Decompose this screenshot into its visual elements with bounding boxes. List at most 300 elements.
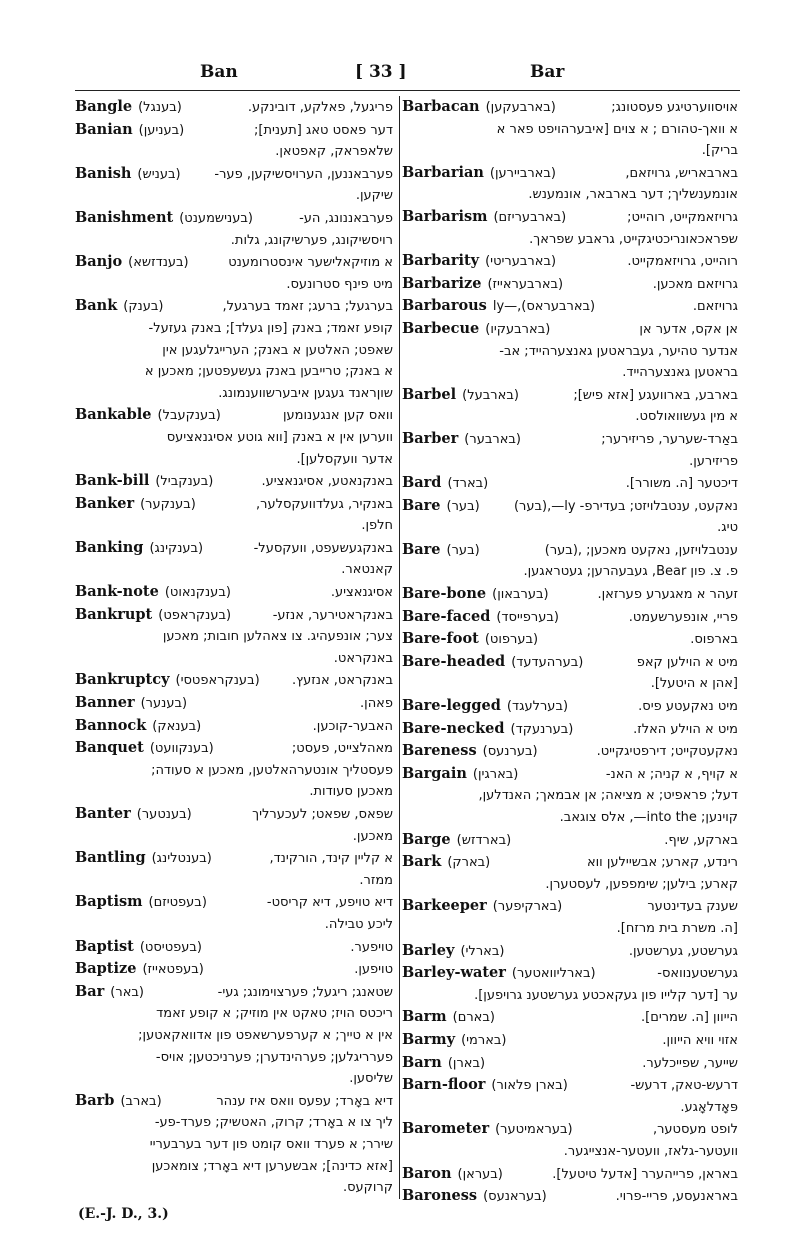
- headword: Banquet: [75, 739, 144, 757]
- pronunciation: (בערהעדעד): [511, 654, 584, 670]
- entry-first-line: [402, 829, 738, 852]
- pronunciation: (בעראנעס): [483, 1189, 547, 1205]
- headword: Bankrupt: [75, 605, 153, 623]
- entry-first-line: [402, 962, 738, 985]
- dictionary-entry: [402, 206, 738, 250]
- definition-line: פערריגלען; פערהינדערן; פערניכטען; אויס-: [155, 1049, 393, 1065]
- dictionary-entry: [402, 1052, 738, 1075]
- definition-line: א מוזיקאלישער אינסטרומענט: [228, 255, 393, 271]
- entry-head: [402, 273, 563, 296]
- definition-line: רוהייט, גרויזאמקייט.: [627, 254, 738, 270]
- definition-line: [ה. משרת בית מרזח].: [616, 920, 738, 936]
- headword: Barn-floor: [402, 1076, 486, 1094]
- definition-line: א קויף, א קניה; א האנ-: [605, 766, 738, 782]
- definition-line: א מין געשוואולסט.: [635, 409, 738, 425]
- header-first-word: Ban: [200, 62, 238, 82]
- definition-line: באנקראט.: [333, 650, 393, 666]
- definition-line: מאכען סעודות.: [309, 784, 393, 800]
- headword: Bareness: [402, 742, 477, 760]
- headword: Baptism: [75, 893, 143, 911]
- definition-line: נאקעט, ענטבלויזט; בעדירפ- ly—,(בער): [513, 498, 738, 514]
- pronunciation: (בענישמענט): [179, 210, 253, 226]
- pronunciation: (בעפטיסט): [139, 939, 202, 955]
- entry-first-line: [402, 740, 738, 763]
- definition-line: מיט א הוילע האלז.: [633, 721, 738, 737]
- headword: Bank-bill: [75, 472, 150, 490]
- entry-head: [75, 404, 221, 427]
- headword: Barm: [402, 1008, 447, 1026]
- dictionary-entry: [75, 119, 393, 163]
- entry-first-line: [75, 981, 393, 1004]
- definition-line: אין א טייך; א קערפערשאפט פון אדוואקאטען;: [138, 1027, 393, 1043]
- pronunciation: (בער): [446, 542, 480, 558]
- definition-line: שירר; א פערד וואס קומט פון דער בערבעריי: [149, 1136, 393, 1152]
- pronunciation: (בארם): [452, 1010, 495, 1026]
- entry-first-line: [75, 163, 393, 186]
- dictionary-entry: [75, 847, 393, 891]
- definition-line: אדער וועקסלען].: [296, 451, 393, 467]
- entry-head: [402, 940, 504, 963]
- headword: Barley-water: [402, 964, 506, 982]
- entry-head: [75, 119, 184, 142]
- entry-first-line: [75, 847, 393, 870]
- dictionary-entry: [402, 895, 738, 939]
- entry-head: [75, 493, 196, 516]
- pronunciation: (בארמי): [461, 1032, 507, 1048]
- entry-head: [402, 651, 583, 674]
- dictionary-entry: [75, 295, 393, 404]
- definition-line: מיט נאקעטע פיס.: [638, 699, 738, 715]
- definition-line: צער; אונפעהיג. צו צאהלען חובות; מאכען: [162, 629, 393, 645]
- entry-first-line: [75, 404, 393, 427]
- pronunciation: (בארבעראס),—ly: [492, 299, 596, 315]
- dictionary-entry: [402, 162, 738, 206]
- pronunciation: (בעניען): [138, 122, 185, 138]
- entry-head: [402, 318, 550, 341]
- entry-head: [402, 384, 519, 407]
- entry-head: [402, 162, 556, 185]
- entry-first-line: [75, 891, 393, 914]
- entry-first-line: [402, 539, 738, 562]
- entry-head: [402, 472, 488, 495]
- definition-line: אונמענשליך; דער בארבאר, אונמענש.: [528, 187, 738, 203]
- definition-line: דער פאסט טאג [תענית];: [254, 122, 393, 138]
- entry-head: [75, 981, 144, 1004]
- entry-first-line: [75, 737, 393, 760]
- dictionary-entry: [402, 606, 738, 629]
- entry-head: [402, 495, 480, 518]
- page-number: [ 33 ]: [355, 62, 407, 82]
- entry-first-line: [402, 1006, 738, 1029]
- entry-first-line: [402, 162, 738, 185]
- headword: Barmy: [402, 1030, 456, 1048]
- entry-head: [75, 737, 214, 760]
- dictionary-entry: [402, 1163, 738, 1186]
- definition-line: ריכטס הויז; טאקט אין מוזיק; א קופע זאמד: [156, 1006, 393, 1022]
- pronunciation: (בארבעקען): [485, 100, 556, 115]
- headword: Barley: [402, 941, 455, 959]
- definition-line: גרויזאמקייט, רוהייט;: [627, 209, 738, 225]
- headword: Banking: [75, 538, 144, 556]
- definition-line: ממזר.: [359, 872, 393, 888]
- definition-line: אנדער טהיער, געבראטען גאנצערהייד; אב-: [499, 343, 738, 359]
- headword: Barge: [402, 830, 451, 848]
- entry-first-line: [402, 1163, 738, 1186]
- dictionary-entry: [402, 651, 738, 695]
- entry-head: [402, 250, 556, 273]
- headword: Bankruptcy: [75, 671, 170, 689]
- headword: Bare-bone: [402, 585, 487, 603]
- definition-line: בערגעל; ברעג; זאמד בערגעל,: [222, 299, 393, 315]
- definition-line: חלפן.: [361, 518, 393, 534]
- entry-first-line: [402, 1118, 738, 1141]
- definition-line: באראנעסע, פריי-פרוי.: [615, 1189, 738, 1205]
- entry-head: [75, 847, 212, 870]
- entry-first-line: [402, 895, 738, 918]
- entry-first-line: [402, 1029, 738, 1052]
- entry-head: [75, 891, 207, 914]
- definition-line: בריק].: [701, 143, 738, 159]
- headword: Bare-faced: [402, 607, 491, 625]
- definition-line: טויפען.: [354, 962, 393, 978]
- pronunciation: (בארבעריטי): [485, 254, 557, 270]
- headword: Barbarism: [402, 207, 488, 225]
- entry-first-line: [75, 251, 393, 274]
- entry-head: [75, 936, 202, 959]
- dictionary-entry: [402, 1029, 738, 1052]
- entry-first-line: [402, 384, 738, 407]
- definition-line: קרוקעס.: [342, 1180, 393, 1196]
- definition-line: פריזירען.: [689, 453, 738, 469]
- definition-line: מאהלצייט, פעסט;: [291, 741, 393, 757]
- definition-line: קוינען; into the—, אלס צוגאב.: [559, 810, 738, 825]
- definition-line: א קליין קינד, הורקינד,: [269, 851, 393, 867]
- headword: Bargain: [402, 764, 467, 782]
- entry-first-line: [75, 493, 393, 516]
- definition-line: פריי, אונפערשעמט.: [628, 609, 738, 625]
- entry-head: [75, 470, 213, 493]
- entry-head: [402, 206, 566, 229]
- entry-first-line: [75, 936, 393, 959]
- pronunciation: (בארן פלאור): [491, 1078, 568, 1094]
- headword: Barbecue: [402, 319, 480, 337]
- entry-first-line: [75, 470, 393, 493]
- entry-first-line: [75, 295, 393, 318]
- dictionary-entry: [402, 628, 738, 651]
- definition-line: גרויזאם.: [692, 299, 738, 315]
- dictionary-entry: [402, 583, 738, 606]
- dictionary-entry: [402, 851, 738, 895]
- entry-first-line: [75, 803, 393, 826]
- dictionary-entry: [402, 318, 738, 384]
- pronunciation: (בארלי): [460, 943, 505, 959]
- pronunciation: (בארבער): [464, 431, 521, 447]
- pronunciation: (בערנעקד): [510, 721, 574, 737]
- pronunciation: (בארבעל): [462, 387, 519, 403]
- definition-line: וואס קען אנגענומען: [282, 408, 393, 424]
- entry-first-line: [402, 250, 738, 273]
- definition-line: וועטער-גלאז, וועטער-אנצייגער.: [563, 1143, 738, 1159]
- headword: Banner: [75, 694, 135, 712]
- entry-head: [75, 1090, 162, 1113]
- pronunciation: (בענקוועט): [149, 741, 214, 757]
- entry-first-line: [402, 695, 738, 718]
- entry-head: [402, 895, 562, 918]
- pronunciation: (בעניש): [137, 166, 181, 182]
- headword: Bantling: [75, 849, 146, 867]
- pronunciation: (בעראמיטער): [495, 1122, 573, 1138]
- entry-first-line: [402, 96, 738, 119]
- dictionary-entry: [75, 692, 393, 715]
- definition-line: פערבאננונג, הע-: [299, 210, 393, 226]
- headword: Bangle: [75, 98, 133, 115]
- pronunciation: (בערפייסד): [496, 609, 559, 625]
- pronunciation: (בענאק): [152, 718, 202, 734]
- entry-head: [402, 295, 595, 318]
- entry-head: [402, 740, 538, 763]
- headword: Barbarize: [402, 274, 482, 292]
- entry-first-line: [402, 763, 738, 786]
- pronunciation: (בארב): [120, 1093, 162, 1109]
- entry-first-line: [75, 604, 393, 627]
- definition-line: קופע זאמד; באנק [פון געלד]; באנק געזעל-: [148, 320, 393, 336]
- definition-line: דיא טויפע, דיא קריסט-: [266, 895, 393, 911]
- dictionary-entry: [402, 539, 738, 583]
- headword: Bank: [75, 297, 118, 315]
- dictionary-entry: [402, 250, 738, 273]
- dictionary-entry: [75, 981, 393, 1090]
- dictionary-entry: [75, 470, 393, 493]
- dictionary-entry: [402, 1006, 738, 1029]
- definition-line: הייוון [ה. שמרים].: [640, 1010, 738, 1026]
- entry-head: [402, 428, 521, 451]
- definition-line: שאפט; האלטען א באנק; הערייגלעגען אין: [162, 342, 393, 358]
- headword: Bar: [75, 982, 105, 1000]
- definition-line: שיקען.: [355, 188, 393, 204]
- headword: Banjo: [75, 253, 123, 271]
- entry-first-line: [402, 851, 738, 874]
- entry-head: [402, 606, 559, 629]
- headword: Banishment: [75, 208, 174, 226]
- pronunciation: (בעפטיזם): [148, 895, 207, 911]
- definition-line: בראטען גאנצערהייד.: [622, 365, 738, 381]
- dictionary-entry: [402, 1074, 738, 1118]
- headword: Bank-note: [75, 583, 159, 601]
- page-header: [0, 62, 788, 88]
- headword: Barb: [75, 1091, 115, 1109]
- pronunciation: (בענקינג): [149, 540, 204, 556]
- dictionary-entry: [75, 737, 393, 803]
- pronunciation: (בענקראפטסי): [175, 673, 260, 689]
- pronunciation: (בענקראפט): [158, 607, 232, 623]
- signature-mark: (E.-J. D., 3.): [78, 1206, 169, 1222]
- dictionary-entry: [75, 207, 393, 251]
- entry-head: [75, 537, 203, 560]
- dictionary-entry: [402, 695, 738, 718]
- entry-head: [75, 163, 181, 186]
- dictionary-entry: [75, 163, 393, 207]
- headword: Barbel: [402, 385, 457, 403]
- definition-line: שפראכאונריכטיגקייט, גראבע שפראך.: [529, 231, 738, 247]
- headword: Bard: [402, 474, 442, 492]
- headword: Barbarity: [402, 252, 480, 270]
- definition-line: אויסווערטיגע פעסטונג;: [611, 100, 738, 115]
- header-last-word: Bar: [530, 62, 565, 82]
- pronunciation: (באר): [110, 984, 144, 1000]
- entry-head: [402, 1118, 573, 1141]
- entry-first-line: [75, 958, 393, 981]
- right-column: [402, 96, 738, 1208]
- pronunciation: (בענק): [123, 299, 164, 315]
- dictionary-entry: [402, 472, 738, 495]
- entry-first-line: [75, 1090, 393, 1113]
- entry-first-line: [402, 428, 738, 451]
- headword: Baron: [402, 1164, 452, 1182]
- headword: Barber: [402, 429, 459, 447]
- headword: Barkeeper: [402, 897, 487, 915]
- definition-line: באנקיר, געלדוועקסלער,: [255, 496, 393, 512]
- pronunciation: (בארבעקיו): [485, 321, 551, 337]
- dictionary-entry: [402, 1118, 738, 1162]
- entry-head: [402, 1052, 485, 1075]
- headword: Baroness: [402, 1187, 478, 1205]
- definition-line: ווערען אין א באנק [ווא גוטע אסיגנאציעס: [166, 429, 393, 445]
- dictionary-entry: [402, 829, 738, 852]
- definition-line: מיט פינף סטרונעס.: [286, 276, 393, 292]
- entry-head: [402, 96, 556, 119]
- definition-line: שליסען.: [349, 1071, 393, 1087]
- dictionary-entry: [75, 581, 393, 604]
- headword: Bare-headed: [402, 652, 506, 670]
- definition-line: באנקראט, אנזעץ.: [291, 673, 393, 689]
- definition-line: פאהן.: [360, 696, 393, 712]
- definition-line: באנקגעשעפט, וועקסעל-: [253, 540, 393, 556]
- definition-line: בארפוס.: [690, 632, 738, 648]
- entry-first-line: [402, 940, 738, 963]
- headword: Banian: [75, 120, 133, 138]
- definition-line: דרעש-טאק, דרעש-: [630, 1078, 738, 1094]
- entry-first-line: [75, 692, 393, 715]
- entry-head: [75, 295, 163, 318]
- entry-first-line: [402, 583, 738, 606]
- dictionary-entry: [402, 940, 738, 963]
- definition-line: ליכע טבילה.: [324, 916, 393, 932]
- entry-head: [402, 763, 518, 786]
- dictionary-entry: [402, 96, 738, 162]
- definition-line: שטאנג; ריגעל; פערצוימונג; געי-: [217, 984, 393, 1000]
- definition-line: טיג.: [717, 520, 738, 536]
- pronunciation: (בארגין): [472, 766, 519, 782]
- entry-first-line: [402, 1074, 738, 1097]
- headword: Barbarous: [402, 297, 487, 315]
- entry-head: [75, 251, 189, 274]
- definition-line: נאקעטקייט; דירפטיגקייט.: [596, 744, 738, 760]
- definition-line: בארבע, בארוועגע [אזא פיש];: [573, 387, 738, 403]
- dictionary-entry: [402, 273, 738, 296]
- pronunciation: (בערפוט): [484, 632, 539, 648]
- definition-line: גערשטענוואס-: [657, 966, 738, 982]
- headword: Bare-necked: [402, 719, 505, 737]
- definition-line: טויפער.: [350, 939, 393, 955]
- headword: Barbarian: [402, 163, 484, 181]
- dictionary-entry: [402, 740, 738, 763]
- dictionary-entry: [402, 384, 738, 428]
- pronunciation: (בארליוואטער): [511, 966, 596, 982]
- pronunciation: (בענקנאוט): [164, 585, 231, 601]
- definition-line: אזוי וויא הייוון.: [662, 1032, 738, 1048]
- pronunciation: (בער): [446, 498, 480, 514]
- definition-line: פערבאננען, הערויסשיקען, פער-: [214, 166, 393, 182]
- definition-line: פעסטליך אונטערהאלטען, מאכען א סעודה;: [151, 762, 393, 778]
- definition-line: לופט מעסטער,: [652, 1122, 738, 1138]
- headword: Bare: [402, 496, 441, 514]
- pronunciation: (בענטער): [136, 807, 192, 822]
- entry-first-line: [75, 537, 393, 560]
- pronunciation: (בעפטאייז): [142, 962, 204, 978]
- dictionary-entry: [75, 96, 393, 119]
- entry-head: [402, 695, 568, 718]
- definition-line: אסיגנאציע.: [330, 585, 393, 601]
- definition-line: א באנק; טרייבען באנק געשעפטען; מאכען א: [144, 364, 393, 380]
- entry-head: [75, 96, 182, 119]
- entry-first-line: [402, 273, 738, 296]
- entry-head: [402, 1006, 495, 1029]
- pronunciation: (בארביירען): [489, 165, 556, 181]
- entry-head: [75, 958, 204, 981]
- dictionary-entry: [75, 537, 393, 581]
- entry-first-line: [75, 669, 393, 692]
- entry-first-line: [402, 628, 738, 651]
- pronunciation: (בארבעראייז): [487, 276, 564, 292]
- entry-head: [402, 583, 549, 606]
- headword: Bare-foot: [402, 630, 479, 648]
- headword: Banker: [75, 494, 135, 512]
- pronunciation: (בארדזש): [456, 832, 512, 848]
- left-column: [75, 96, 400, 1199]
- entry-first-line: [75, 581, 393, 604]
- entry-head: [75, 604, 231, 627]
- entry-head: [75, 692, 187, 715]
- entry-head: [75, 669, 260, 692]
- headword: Banter: [75, 805, 131, 822]
- entry-first-line: [402, 1052, 738, 1075]
- definition-line: באַרד-שערער, פריזירער;: [601, 431, 738, 447]
- headword: Bark: [402, 853, 442, 871]
- entry-first-line: [402, 318, 738, 341]
- definition-line: קאנטאר.: [341, 562, 393, 578]
- entry-head: [402, 1185, 547, 1208]
- headword: Baptist: [75, 937, 134, 955]
- definition-line: האבער-קוכען.: [312, 718, 393, 734]
- definition-line: שענק בעדינטער: [647, 899, 738, 915]
- pronunciation: (בענער): [140, 696, 188, 712]
- definition-line: רינדע, קארע; אבשיילען ווא: [586, 855, 738, 871]
- dictionary-entry: [75, 493, 393, 537]
- definition-line: אן אקס, אדער אן: [639, 321, 738, 337]
- headword: Bannock: [75, 716, 147, 734]
- pronunciation: (בארן): [447, 1055, 486, 1071]
- entry-head: [75, 581, 231, 604]
- definition-line: שפאס, שפאט; לעכערליך: [252, 807, 393, 822]
- entry-first-line: [402, 295, 738, 318]
- definition-line: קארע; בילען; שימפפען, לעסטערן.: [545, 876, 738, 892]
- dictionary-entry: [75, 958, 393, 981]
- entry-first-line: [402, 1185, 738, 1208]
- pronunciation: (בארד): [447, 476, 489, 492]
- headword: Banish: [75, 164, 132, 182]
- entry-first-line: [402, 206, 738, 229]
- pronunciation: (בערלעגד): [506, 699, 569, 715]
